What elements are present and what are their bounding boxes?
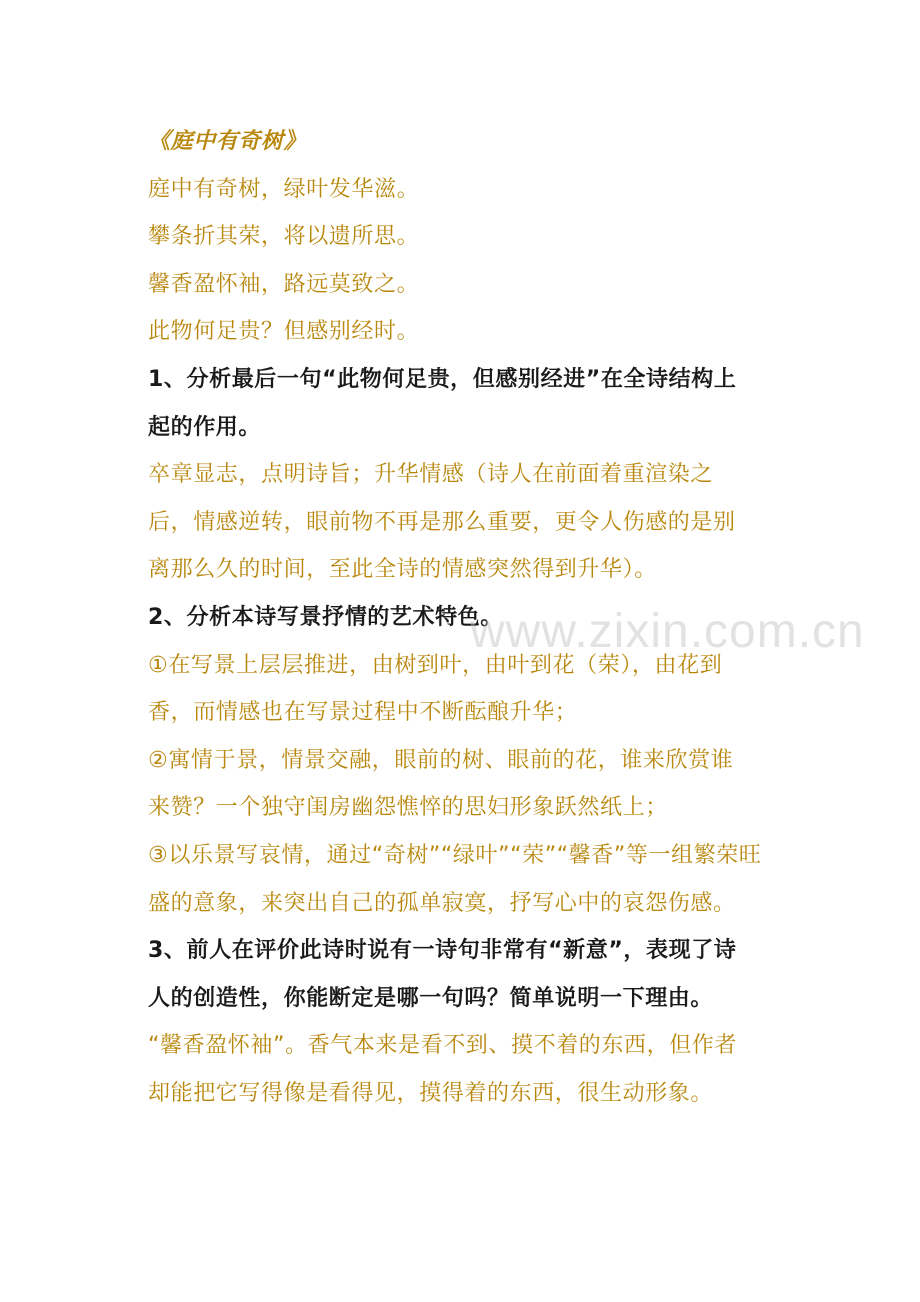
answer-2: ②寓情于景，情景交融，眼前的树、眼前的花，谁来欣赏谁 [148, 747, 734, 773]
question-3: 3、前人在评价此诗时说有一诗句非常有“新意”，表现了诗 [148, 938, 737, 964]
poem-line: 庭中有奇树，绿叶发华滋。 [148, 176, 420, 202]
answer-3: 却能把它写得像是看得见，摸得着的东西，很生动形象。 [148, 1080, 714, 1106]
answer-2: 香，而情感也在写景过程中不断酝酿升华； [148, 700, 578, 726]
answer-1: 卒章显志，点明诗旨；升华情感（诗人在前面着重渲染之 [148, 462, 714, 488]
poem-line: 攀条折其荣，将以遗所思。 [148, 224, 420, 250]
answer-1: 后，情感逆转，眼前物不再是那么重要，更令人伤感的是别 [148, 509, 736, 535]
answer-3: “馨香盈怀袖”。香气本来是看不到、摸不着的东西，但作者 [148, 1033, 737, 1059]
answer-2: ③以乐景写哀情，通过“奇树”“绿叶”“荣”“馨香”等一组繁荣旺 [148, 842, 762, 868]
poem-line: 此物何足贵？但感别经时。 [148, 319, 420, 345]
question-1: 1、分析最后一句“此物何足贵，但感别经进”在全诗结构上 [148, 366, 737, 392]
answer-1: 离那么久的时间，至此全诗的情感突然得到升华）。 [148, 557, 657, 583]
watermark: www.zixin.com.cn [470, 605, 865, 658]
question-1: 起的作用。 [148, 414, 262, 440]
poem-title: 《庭中有奇树》 [148, 129, 307, 154]
document-body [148, 118, 778, 1117]
answer-2: ①在写景上层层推进，由树到叶，由叶到花（荣），由花到 [148, 652, 723, 678]
question-2: 2、分析本诗写景抒情的艺术特色。 [148, 604, 503, 630]
answer-2: 盛的意象，来突出自己的孤单寂寞，抒写心中的哀怨伤感。 [148, 890, 736, 916]
question-3: 人的创造性，你能断定是哪一句吗？简单说明一下理由。 [148, 985, 714, 1011]
poem-line: 馨香盈怀袖，路远莫致之。 [148, 271, 420, 297]
answer-2: 来赞？一个独守闺房幽怨憔悴的思妇形象跃然纸上； [148, 795, 668, 821]
